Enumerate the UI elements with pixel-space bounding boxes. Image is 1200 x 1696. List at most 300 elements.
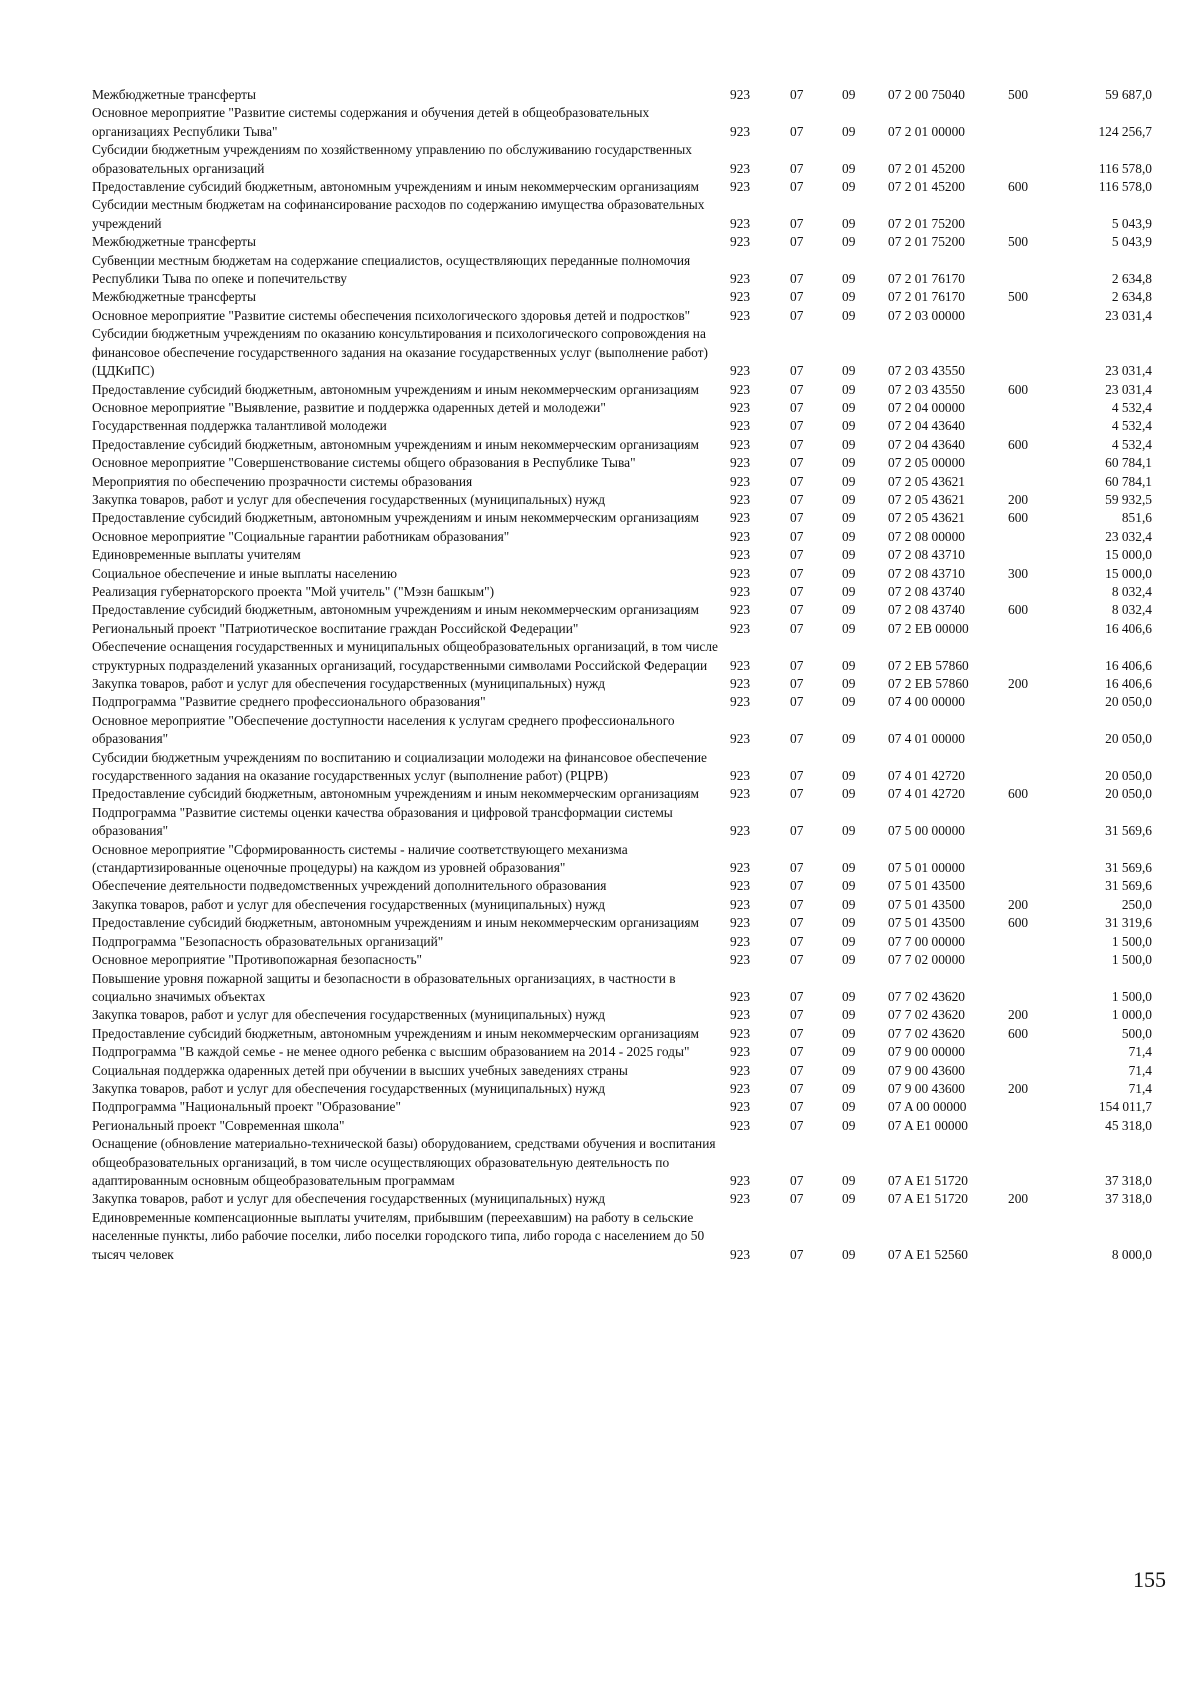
row-subsection-code: 09 (842, 1080, 856, 1096)
row-ministry-code: 923 (730, 1044, 751, 1060)
row-target-article: 07 7 02 43620 (888, 1007, 965, 1023)
row-subsection-code: 09 (842, 583, 856, 599)
row-ministry-code: 923 (730, 952, 751, 968)
row-ministry-code: 923 (730, 860, 751, 876)
row-target-article: 07 2 EB 57860 (888, 676, 969, 691)
row-ministry-code: 923 (730, 731, 751, 747)
row-description: Предоставление субсидий бюджетным, автономным учреждениям и иным некоммерческим организациям (92, 1025, 699, 1041)
row-expense-type: 600 (1008, 786, 1029, 802)
row-amount: 31 319,6 (1105, 915, 1152, 931)
row-ministry-code: 923 (730, 123, 751, 139)
row-ministry-code: 923 (730, 547, 751, 563)
table-row (92, 693, 1152, 711)
row-subsection-code: 09 (842, 528, 856, 544)
row-subsection-code: 09 (842, 418, 856, 434)
row-ministry-code: 923 (730, 896, 751, 912)
row-ministry-code: 923 (730, 1025, 751, 1041)
row-expense-type (1008, 1098, 1066, 1116)
row-ministry-code: 923 (730, 179, 751, 195)
row-amount: 250,0 (1121, 896, 1152, 912)
row-expense-type (1008, 252, 1066, 289)
row-expense-type: 200 (1008, 1080, 1029, 1096)
row-description: Мероприятия по обеспечению прозрачности системы образования (92, 473, 473, 489)
row-ministry-code: 923 (730, 1117, 751, 1133)
row-amount: 31 569,6 (1105, 860, 1152, 876)
row-target-article: 07 5 01 43500 (888, 915, 965, 931)
row-ministry-code: 923 (730, 510, 751, 526)
row-amount: 2 634,8 (1111, 289, 1152, 305)
row-description: Подпрограмма "Безопасность образовательных организаций" (92, 933, 444, 949)
row-ministry-code: 923 (730, 455, 751, 471)
row-amount: 23 031,4 (1105, 307, 1152, 323)
row-description: Повышение уровня пожарной защиты и безопасности в образовательных организациях, в частности в социально значимых объектах (92, 970, 676, 1004)
row-section-code: 07 (790, 933, 804, 949)
row-ministry-code: 923 (730, 528, 751, 544)
row-target-article: 07 2 04 43640 (888, 418, 965, 434)
row-target-article: 07 2 01 75200 (888, 215, 965, 231)
row-ministry-code: 923 (730, 418, 751, 434)
row-section-code: 07 (790, 583, 804, 599)
row-ministry-code: 923 (730, 1080, 751, 1096)
table-row (92, 288, 1152, 306)
table-row (92, 951, 1152, 969)
table-row (92, 970, 1152, 1007)
row-subsection-code: 09 (842, 1099, 856, 1115)
row-ministry-code: 923 (730, 289, 751, 305)
row-subsection-code: 09 (842, 1191, 856, 1207)
row-target-article: 07 4 01 42720 (888, 786, 965, 802)
row-target-article: 07 4 01 00000 (888, 731, 965, 747)
row-expense-type (1008, 841, 1066, 878)
row-expense-type (1008, 546, 1066, 564)
page-number: 155 (1133, 1567, 1166, 1592)
row-subsection-code: 09 (842, 1025, 856, 1041)
row-description: Основное мероприятие "Противопожарная безопасность" (92, 952, 423, 968)
row-section-code: 07 (790, 823, 804, 839)
row-section-code: 07 (790, 547, 804, 563)
row-target-article: 07 A E1 51720 (888, 1191, 968, 1207)
row-subsection-code: 09 (842, 860, 856, 876)
row-subsection-code: 09 (842, 160, 856, 176)
budget-table-body (92, 86, 1152, 1264)
table-row (92, 933, 1152, 951)
row-section-code: 07 (790, 860, 804, 876)
row-section-code: 07 (790, 1099, 804, 1115)
row-target-article: 07 2 04 00000 (888, 399, 965, 415)
row-target-article: 07 2 05 43621 (888, 510, 965, 526)
row-expense-type (1008, 933, 1066, 951)
row-subsection-code: 09 (842, 657, 856, 673)
row-target-article: 07 2 08 43740 (888, 583, 965, 599)
row-subsection-code: 09 (842, 565, 856, 581)
row-section-code: 07 (790, 381, 804, 397)
row-expense-type: 600 (1008, 381, 1029, 397)
row-description: Оснащение (обновление материально-технической базы) оборудованием, средствами обучения и воспитания общеобразовательных организаций, в том числе осуществляющих образовательную деятельность по адаптированным основным общеобразовательным программам (92, 1136, 716, 1188)
row-description: Обеспечение деятельности подведомственных учреждений дополнительного образования (92, 878, 607, 894)
row-section-code: 07 (790, 399, 804, 415)
row-subsection-code: 09 (842, 1246, 856, 1262)
row-expense-type (1008, 712, 1066, 749)
row-expense-type (1008, 693, 1066, 711)
row-subsection-code: 09 (842, 399, 856, 415)
row-ministry-code: 923 (730, 1246, 751, 1262)
row-description: Межбюджетные трансферты (92, 87, 256, 102)
row-section-code: 07 (790, 602, 804, 618)
row-description: Социальная поддержка одаренных детей при обучении в высших учебных заведениях страны (92, 1062, 628, 1078)
row-section-code: 07 (790, 363, 804, 379)
row-expense-type (1008, 196, 1066, 233)
row-ministry-code: 923 (730, 1099, 751, 1115)
table-row (92, 1190, 1152, 1208)
row-section-code: 07 (790, 1191, 804, 1207)
row-subsection-code: 09 (842, 676, 856, 691)
row-section-code: 07 (790, 1172, 804, 1188)
row-expense-type: 600 (1008, 179, 1029, 195)
row-subsection-code: 09 (842, 307, 856, 323)
row-expense-type (1008, 473, 1066, 491)
row-expense-type (1008, 804, 1066, 841)
row-description: Закупка товаров, работ и услуг для обеспечения государственных (муниципальных) нужд (92, 1080, 606, 1096)
row-subsection-code: 09 (842, 731, 856, 747)
row-description: Закупка товаров, работ и услуг для обеспечения государственных (муниципальных) нужд (92, 491, 606, 507)
row-ministry-code: 923 (730, 234, 751, 250)
row-description: Закупка товаров, работ и услуг для обеспечения государственных (муниципальных) нужд (92, 896, 606, 912)
row-section-code: 07 (790, 179, 804, 195)
row-section-code: 07 (790, 491, 804, 507)
row-ministry-code: 923 (730, 823, 751, 839)
row-amount: 1 000,0 (1111, 1007, 1152, 1023)
row-ministry-code: 923 (730, 878, 751, 894)
row-description: Субсидии бюджетным учреждениям по оказанию консультирования и психологического сопровождения на финансовое обеспечение государственного задания на оказание государственных услуг (выполнение работ) (ЦДКиПС) (92, 326, 708, 379)
row-amount: 851,6 (1121, 510, 1152, 526)
row-subsection-code: 09 (842, 694, 856, 710)
row-ministry-code: 923 (730, 87, 751, 102)
table-row (92, 454, 1152, 472)
row-subsection-code: 09 (842, 87, 856, 102)
row-description: Основное мероприятие "Развитие системы обеспечения психологического здоровья детей и подростков" (92, 307, 691, 323)
row-subsection-code: 09 (842, 510, 856, 526)
row-amount: 15 000,0 (1105, 547, 1152, 563)
row-subsection-code: 09 (842, 123, 856, 139)
row-amount: 154 011,7 (1098, 1099, 1152, 1115)
row-amount: 20 050,0 (1105, 768, 1152, 784)
row-section-code: 07 (790, 952, 804, 968)
row-section-code: 07 (790, 418, 804, 434)
row-expense-type (1008, 1209, 1066, 1264)
row-target-article: 07 2 08 43740 (888, 602, 965, 618)
row-description: Основное мероприятие "Социальные гарантии работникам образования" (92, 528, 510, 544)
row-expense-type: 600 (1008, 1025, 1029, 1041)
row-amount: 20 050,0 (1105, 694, 1152, 710)
row-target-article: 07 2 01 45200 (888, 160, 965, 176)
table-row (92, 509, 1152, 527)
row-amount: 116 578,0 (1098, 179, 1152, 195)
row-ministry-code: 923 (730, 363, 751, 379)
row-ministry-code: 923 (730, 473, 751, 489)
row-description: Предоставление субсидий бюджетным, автономным учреждениям и иным некоммерческим организациям (92, 436, 699, 452)
row-ministry-code: 923 (730, 436, 751, 452)
row-expense-type (1008, 749, 1066, 786)
row-section-code: 07 (790, 565, 804, 581)
row-description: Субсидии бюджетным учреждениям по хозяйственному управлению по обслуживанию государственных образовательных организаций (92, 142, 692, 176)
row-subsection-code: 09 (842, 234, 856, 250)
row-expense-type: 600 (1008, 602, 1029, 618)
table-row (92, 638, 1152, 675)
row-section-code: 07 (790, 731, 804, 747)
row-subsection-code: 09 (842, 952, 856, 968)
row-target-article: 07 2 03 00000 (888, 307, 965, 323)
table-row (92, 1080, 1152, 1098)
table-row (92, 583, 1152, 601)
table-row (92, 1025, 1152, 1043)
table-row (92, 104, 1152, 141)
table-row (92, 325, 1152, 380)
row-section-code: 07 (790, 528, 804, 544)
row-amount: 4 532,4 (1111, 399, 1152, 415)
row-target-article: 07 2 01 76170 (888, 289, 965, 305)
row-section-code: 07 (790, 896, 804, 912)
row-ministry-code: 923 (730, 399, 751, 415)
row-subsection-code: 09 (842, 988, 856, 1004)
row-expense-type (1008, 1117, 1066, 1135)
row-expense-type (1008, 325, 1066, 380)
row-subsection-code: 09 (842, 455, 856, 471)
row-description: Предоставление субсидий бюджетным, автономным учреждениям и иным некоммерческим организациям (92, 602, 699, 618)
table-row (92, 1062, 1152, 1080)
row-amount: 71,4 (1128, 1080, 1152, 1096)
row-amount: 1 500,0 (1111, 988, 1152, 1004)
row-amount: 116 578,0 (1098, 160, 1152, 176)
row-target-article: 07 2 01 75200 (888, 234, 965, 250)
row-ministry-code: 923 (730, 160, 751, 176)
row-description: Реализация губернаторского проекта "Мой учитель" ("Мэзн башкым") (92, 583, 495, 599)
table-row (92, 1043, 1152, 1061)
row-section-code: 07 (790, 123, 804, 139)
row-subsection-code: 09 (842, 1044, 856, 1060)
row-expense-type: 300 (1008, 565, 1029, 581)
table-row (92, 399, 1152, 417)
row-description: Предоставление субсидий бюджетным, автономным учреждениям и иным некоммерческим организациям (92, 381, 699, 397)
row-description: Подпрограмма "В каждой семье - не менее одного ребенка с высшим образованием на 2014 - 2025 годы" (92, 1044, 690, 1060)
table-row (92, 620, 1152, 638)
table-row (92, 675, 1152, 693)
row-target-article: 07 2 EB 00000 (888, 620, 969, 636)
row-expense-type (1008, 454, 1066, 472)
table-row (92, 749, 1152, 786)
row-expense-type (1008, 1135, 1066, 1190)
row-amount: 8 032,4 (1111, 602, 1152, 618)
row-amount: 1 500,0 (1111, 952, 1152, 968)
row-section-code: 07 (790, 87, 804, 102)
row-amount: 4 532,4 (1111, 418, 1152, 434)
table-row (92, 178, 1152, 196)
row-ministry-code: 923 (730, 786, 751, 802)
row-section-code: 07 (790, 510, 804, 526)
row-amount: 15 000,0 (1105, 565, 1152, 581)
row-section-code: 07 (790, 473, 804, 489)
row-expense-type (1008, 620, 1066, 638)
row-subsection-code: 09 (842, 215, 856, 231)
row-section-code: 07 (790, 1044, 804, 1060)
row-description: Межбюджетные трансферты (92, 234, 256, 250)
table-row (92, 86, 1152, 104)
row-expense-type: 500 (1008, 234, 1029, 250)
row-target-article: 07 2 EB 57860 (888, 657, 969, 673)
row-target-article: 07 A 00 00000 (888, 1099, 967, 1115)
row-expense-type (1008, 638, 1066, 675)
row-subsection-code: 09 (842, 1117, 856, 1133)
row-amount: 23 031,4 (1105, 363, 1152, 379)
row-expense-type (1008, 1043, 1066, 1061)
row-ministry-code: 923 (730, 1007, 751, 1023)
row-target-article: 07 2 03 43550 (888, 363, 965, 379)
row-description: Основное мероприятие "Совершенствование системы общего образования в Республике Тыва" (92, 455, 636, 471)
row-subsection-code: 09 (842, 363, 856, 379)
row-target-article: 07 A E1 00000 (888, 1117, 968, 1133)
row-amount: 71,4 (1128, 1062, 1152, 1078)
row-section-code: 07 (790, 160, 804, 176)
row-subsection-code: 09 (842, 602, 856, 618)
row-target-article: 07 9 00 00000 (888, 1044, 965, 1060)
row-ministry-code: 923 (730, 657, 751, 673)
row-expense-type (1008, 1062, 1066, 1080)
row-description: Основное мероприятие "Сформированность системы - наличие соответствующего механизма (стандартизированные оценочные процедуры) на каждом из уровней образования" (92, 841, 628, 876)
row-expense-type (1008, 141, 1066, 178)
row-amount: 23 032,4 (1105, 528, 1152, 544)
row-subsection-code: 09 (842, 381, 856, 397)
row-ministry-code: 923 (730, 491, 751, 507)
row-section-code: 07 (790, 1080, 804, 1096)
row-ministry-code: 923 (730, 915, 751, 931)
row-expense-type: 200 (1008, 1007, 1029, 1023)
row-description: Субвенции местным бюджетам на содержание специалистов, осуществляющих переданные полномочия Республики Тыва по опеке и попечительству (92, 252, 691, 287)
row-amount: 60 784,1 (1105, 455, 1152, 471)
row-subsection-code: 09 (842, 823, 856, 839)
row-target-article: 07 7 02 43620 (888, 1025, 965, 1041)
row-expense-type: 600 (1008, 436, 1029, 452)
row-target-article: 07 9 00 43600 (888, 1080, 965, 1096)
row-subsection-code: 09 (842, 915, 856, 931)
row-subsection-code: 09 (842, 620, 856, 636)
row-description: Субсидии местным бюджетам на софинансирование расходов по содержанию имущества образовательных учреждений (92, 197, 705, 231)
row-section-code: 07 (790, 1007, 804, 1023)
row-amount: 16 406,6 (1105, 657, 1152, 673)
row-description: Региональный проект "Современная школа" (92, 1117, 345, 1133)
table-row (92, 546, 1152, 564)
row-expense-type: 200 (1008, 491, 1029, 507)
row-section-code: 07 (790, 436, 804, 452)
table-row (92, 712, 1152, 749)
row-section-code: 07 (790, 1117, 804, 1133)
row-description: Подпрограмма "Развитие среднего профессионального образования" (92, 694, 486, 710)
row-target-article: 07 2 01 76170 (888, 271, 965, 287)
row-expense-type (1008, 970, 1066, 1007)
row-expense-type: 500 (1008, 87, 1029, 102)
row-ministry-code: 923 (730, 271, 751, 287)
row-amount: 16 406,6 (1105, 620, 1152, 636)
row-section-code: 07 (790, 676, 804, 691)
table-row (92, 307, 1152, 325)
row-expense-type: 200 (1008, 1191, 1029, 1207)
row-ministry-code: 923 (730, 307, 751, 323)
row-target-article: 07 2 00 75040 (888, 87, 965, 102)
row-ministry-code: 923 (730, 565, 751, 581)
row-expense-type (1008, 951, 1066, 969)
row-target-article: 07 4 00 00000 (888, 694, 965, 710)
row-section-code: 07 (790, 234, 804, 250)
row-section-code: 07 (790, 878, 804, 894)
row-subsection-code: 09 (842, 1172, 856, 1188)
row-amount: 59 687,0 (1105, 87, 1152, 102)
row-target-article: 07 5 00 00000 (888, 823, 965, 839)
row-section-code: 07 (790, 988, 804, 1004)
row-amount: 59 932,5 (1105, 491, 1152, 507)
row-description: Межбюджетные трансферты (92, 289, 256, 305)
row-expense-type (1008, 104, 1066, 141)
row-amount: 124 256,7 (1098, 123, 1152, 139)
table-row (92, 1006, 1152, 1024)
row-description: Единовременные выплаты учителям (92, 547, 301, 563)
row-target-article: 07 2 08 43710 (888, 547, 965, 563)
row-description: Единовременные компенсационные выплаты учителям, прибывшим (переехавшим) на работу в сельские населенные пункты, либо рабочие поселки, либо поселки городского типа, либо города с населением до 50 тысяч человек (92, 1209, 705, 1262)
row-target-article: 07 9 00 43600 (888, 1062, 965, 1078)
table-row (92, 601, 1152, 619)
row-ministry-code: 923 (730, 1191, 751, 1207)
row-amount: 60 784,1 (1105, 473, 1152, 489)
row-description: Закупка товаров, работ и услуг для обеспечения государственных (муниципальных) нужд (92, 676, 606, 691)
row-ministry-code: 923 (730, 381, 751, 397)
row-ministry-code: 923 (730, 676, 751, 691)
row-description: Обеспечение оснащения государственных и муниципальных общеобразовательных организаций, в том числе структурных подразделений указанных организаций, государственными символами Российской Федерации (92, 639, 718, 673)
row-expense-type (1008, 877, 1066, 895)
row-amount: 71,4 (1128, 1044, 1152, 1060)
row-ministry-code: 923 (730, 620, 751, 636)
row-description: Предоставление субсидий бюджетным, автономным учреждениям и иным некоммерческим организациям (92, 915, 699, 931)
table-row (92, 896, 1152, 914)
table-row (92, 252, 1152, 289)
row-target-article: 07 2 05 43621 (888, 473, 965, 489)
row-target-article: 07 5 01 00000 (888, 860, 965, 876)
row-expense-type: 500 (1008, 289, 1029, 305)
row-section-code: 07 (790, 915, 804, 931)
row-ministry-code: 923 (730, 602, 751, 618)
row-section-code: 07 (790, 307, 804, 323)
table-row (92, 141, 1152, 178)
row-target-article: 07 7 00 00000 (888, 933, 965, 949)
row-expense-type: 600 (1008, 915, 1029, 931)
row-expense-type: 600 (1008, 510, 1029, 526)
row-amount: 23 031,4 (1105, 381, 1152, 397)
row-section-code: 07 (790, 694, 804, 710)
table-row (92, 381, 1152, 399)
row-ministry-code: 923 (730, 933, 751, 949)
row-subsection-code: 09 (842, 768, 856, 784)
row-expense-type (1008, 583, 1066, 601)
row-subsection-code: 09 (842, 289, 856, 305)
row-target-article: 07 A E1 52560 (888, 1246, 968, 1262)
row-ministry-code: 923 (730, 694, 751, 710)
row-target-article: 07 5 01 43500 (888, 878, 965, 894)
row-target-article: 07 2 01 45200 (888, 179, 965, 195)
row-section-code: 07 (790, 768, 804, 784)
row-amount: 37 318,0 (1105, 1191, 1152, 1207)
row-amount: 8 000,0 (1111, 1246, 1152, 1262)
table-row (92, 841, 1152, 878)
row-ministry-code: 923 (730, 768, 751, 784)
row-description: Основное мероприятие "Обеспечение доступности населения к услугам среднего профессионального образования" (92, 712, 675, 747)
row-section-code: 07 (790, 215, 804, 231)
row-description: Подпрограмма "Развитие системы оценки качества образования и цифровой трансформации системы образования" (92, 804, 673, 839)
